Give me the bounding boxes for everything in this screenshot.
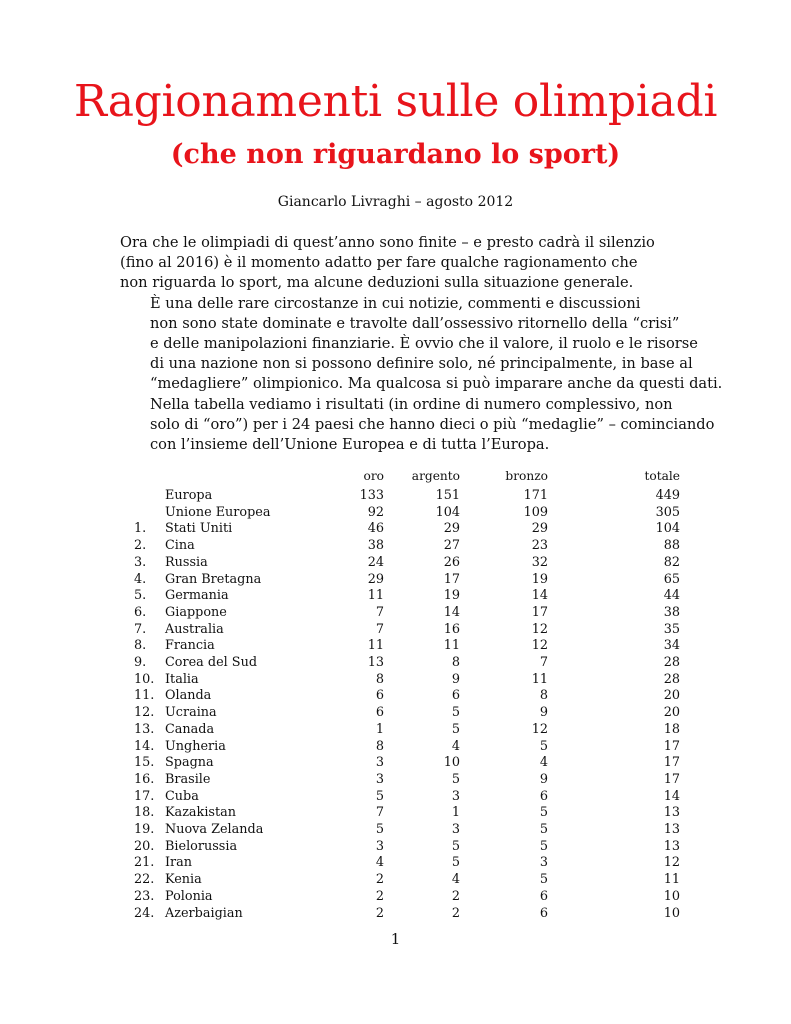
text-line: È una delle rare circostanze in cui notizie, commenti e discussioni [150,294,641,312]
rank-cell: 3. [134,554,147,570]
totale-cell: 12 [663,855,680,871]
country-cell: Nuova Zelanda [165,822,264,838]
text-line: di una nazione non si possono definire solo, né principalmente, in base al [150,355,693,373]
bronzo-cell: 17 [531,604,548,620]
totale-cell: 449 [655,488,680,503]
oro-cell: 5 [375,822,384,838]
rank-cell: 19. [134,822,155,838]
country-cell: Bielorussia [165,838,238,854]
totale-cell: 14 [663,788,680,804]
country-cell: Russia [165,554,208,570]
argento-cell: 19 [443,588,460,604]
totale-cell: 305 [655,504,680,520]
argento-cell: 17 [443,571,460,587]
rank-cell: 21. [134,855,155,871]
argento-cell: 151 [435,488,460,503]
table-row [134,889,680,906]
country-cell: Germania [165,588,229,604]
bronzo-cell: 6 [539,888,548,904]
oro-cell: 2 [375,888,384,904]
totale-cell: 17 [663,755,680,771]
bronzo-cell: 12 [531,621,548,637]
table-row [134,906,680,923]
oro-cell: 29 [367,571,384,587]
totale-cell: 28 [663,671,680,687]
bronzo-cell: 5 [539,805,548,821]
oro-cell: 3 [375,771,384,787]
table-row [134,588,680,605]
totale-cell: 18 [663,721,680,737]
country-cell: Gran Bretagna [165,571,262,587]
rank-cell: 15. [134,755,155,771]
oro-cell: 7 [375,604,384,620]
totale-cell: 44 [663,588,680,604]
text-line: con l’insieme dell’Unione Europea e di tutta l’Europa. [150,436,550,454]
text-line: Nella tabella vediamo i risultati (in ordine di numero complessivo, non [150,395,673,413]
totale-cell: 11 [663,872,680,888]
country-cell: Ucraina [165,705,217,721]
table-row [134,805,680,822]
argento-cell: 26 [443,554,460,570]
bronzo-cell: 9 [539,771,548,787]
paragraph [120,395,715,456]
aggregate-row [134,488,680,505]
argento-cell: 2 [451,888,460,904]
argento-cell: 27 [443,538,460,554]
table-row [134,789,680,806]
country-cell: Cina [165,538,195,554]
table-row [134,772,680,789]
text-line: e delle manipolazioni finanziarie. È ovvio che il valore, il ruolo e le risorse [150,335,698,353]
page-number: 1 [390,930,401,948]
argento-cell: 8 [451,655,460,671]
bronzo-cell: 3 [539,855,548,871]
table-header-row [134,466,680,488]
bronzo-cell: 14 [531,588,548,604]
bronzo-cell: 19 [531,571,548,587]
rank-cell: 24. [134,905,155,921]
oro-cell: 3 [375,838,384,854]
rank-cell: 23. [134,888,155,904]
text-line: solo di “oro”) per i 24 paesi che hanno dieci o più “medaglie” – cominciando [150,415,715,433]
oro-cell: 24 [367,554,384,570]
rank-cell: 1. [134,521,147,537]
rank-cell [134,505,165,522]
text-line: non riguarda lo sport, ma alcune deduzioni sulla situazione generale. [120,274,634,292]
table-row [134,655,680,672]
text-line: Ora che le olimpiadi di quest’anno sono finite – e presto cadrà il silenzio [120,234,655,251]
medal-table [134,466,680,922]
country-cell: Ungheria [165,738,226,754]
bronzo-cell: 5 [539,838,548,854]
bronzo-cell: 7 [539,655,548,671]
bronzo-cell: 5 [539,822,548,838]
oro-cell: 6 [375,688,384,704]
bronzo-cell: 109 [523,504,548,520]
argento-cell: 5 [451,838,460,854]
rank-cell: 12. [134,705,155,721]
rank-cell: 11. [134,688,155,704]
oro-cell: 7 [375,805,384,821]
country-cell: Cuba [165,788,199,804]
country-cell: Corea del Sud [165,655,258,671]
argento-cell: 5 [451,705,460,721]
table-row [134,622,680,639]
table-row [134,521,680,538]
table-row [134,538,680,555]
totale-cell: 13 [663,822,680,838]
oro-cell: 46 [367,521,384,537]
country-cell: Stati Uniti [165,521,233,537]
totale-cell: 17 [663,738,680,754]
totale-cell: 38 [663,604,680,620]
rank-cell: 9. [134,655,147,671]
oro-cell: 8 [375,671,384,687]
table-row [134,572,680,589]
argento-cell: 5 [451,855,460,871]
totale-cell: 13 [663,838,680,854]
header-oro: oro [363,469,384,483]
rank-cell: 16. [134,771,155,787]
argento-cell: 29 [443,521,460,537]
country-cell: Kazakistan [165,805,236,821]
document-title: Ragionamenti sulle olimpiadi [73,76,718,127]
totale-cell: 20 [663,705,680,721]
table-row [134,605,680,622]
argento-cell: 9 [451,671,460,687]
oro-cell: 92 [367,504,384,520]
header-country [165,466,299,488]
paragraph [120,294,723,395]
table-row [134,705,680,722]
oro-cell: 6 [375,705,384,721]
bronzo-cell: 171 [523,488,548,503]
argento-cell: 6 [451,688,460,704]
country-cell: Canada [165,721,215,737]
bronzo-cell: 5 [539,872,548,888]
oro-cell: 13 [367,655,384,671]
header-argento: argento [411,469,460,483]
rank-cell: 18. [134,805,155,821]
country-cell: Italia [165,671,199,687]
rank-cell: 22. [134,872,155,888]
totale-cell: 10 [663,905,680,921]
argento-cell: 11 [443,638,460,654]
rank-cell: 2. [134,538,147,554]
argento-cell: 16 [443,621,460,637]
bronzo-cell: 11 [531,671,548,687]
oro-cell: 133 [359,488,384,503]
bronzo-cell: 5 [539,738,548,754]
country-cell: Australia [165,621,224,637]
table-row [134,872,680,889]
oro-cell: 2 [375,905,384,921]
aggregate-row [134,505,680,522]
oro-cell: 1 [375,721,384,737]
text-line: “medagliere” olimpionico. Ma qualcosa si può imparare anche da questi dati. [150,375,723,393]
table-row [134,839,680,856]
country-cell: Olanda [165,688,212,704]
argento-cell: 3 [451,822,460,838]
totale-cell: 65 [663,571,680,587]
table-row [134,722,680,739]
bronzo-cell: 4 [539,755,548,771]
country-cell: Unione Europea [165,504,271,520]
bronzo-cell: 29 [531,521,548,537]
country-cell: Iran [165,855,193,871]
table-row [134,739,680,756]
argento-cell: 2 [451,905,460,921]
country-cell: Francia [165,638,215,654]
bronzo-cell: 12 [531,638,548,654]
header-totale: totale [644,469,680,483]
country-cell: Azerbaigian [165,905,243,921]
header-rank [134,466,165,488]
table-row [134,755,680,772]
text-line: (fino al 2016) è il momento adatto per fare qualche ragionamento che [120,254,638,272]
bronzo-cell: 12 [531,721,548,737]
bronzo-cell: 6 [539,788,548,804]
argento-cell: 5 [451,771,460,787]
body-text [120,233,723,455]
table-row [134,672,680,689]
oro-cell: 8 [375,738,384,754]
document-subtitle: (che non riguardano lo sport) [170,139,621,170]
argento-cell: 5 [451,721,460,737]
table-row [134,822,680,839]
table-row [134,688,680,705]
author-line: Giancarlo Livraghi – agosto 2012 [277,194,514,210]
oro-cell: 11 [367,588,384,604]
argento-cell: 1 [451,805,460,821]
country-cell: Brasile [165,771,211,787]
bronzo-cell: 23 [531,538,548,554]
oro-cell: 38 [367,538,384,554]
rank-cell: 17. [134,788,155,804]
rank-cell: 13. [134,721,155,737]
oro-cell: 11 [367,638,384,654]
totale-cell: 10 [663,888,680,904]
argento-cell: 10 [443,755,460,771]
totale-cell: 104 [655,521,680,537]
table-row [134,855,680,872]
country-cell: Giappone [165,604,227,620]
bronzo-cell: 32 [531,554,548,570]
table-row [134,555,680,572]
argento-cell: 4 [451,872,460,888]
rank-cell: 20. [134,838,155,854]
bronzo-cell: 9 [539,705,548,721]
rank-cell: 5. [134,588,147,604]
header-bronzo: bronzo [505,469,548,483]
totale-cell: 20 [663,688,680,704]
rank-cell: 14. [134,738,155,754]
rank-cell [134,488,165,505]
argento-cell: 3 [451,788,460,804]
oro-cell: 2 [375,872,384,888]
oro-cell: 5 [375,788,384,804]
rank-cell: 4. [134,571,147,587]
rank-cell: 6. [134,604,147,620]
rank-cell: 8. [134,638,147,654]
country-cell: Spagna [165,755,214,771]
oro-cell: 7 [375,621,384,637]
totale-cell: 28 [663,655,680,671]
table-row [134,638,680,655]
totale-cell: 88 [663,538,680,554]
argento-cell: 14 [443,604,460,620]
bronzo-cell: 8 [539,688,548,704]
oro-cell: 3 [375,755,384,771]
country-cell: Europa [165,488,213,503]
paragraph [120,233,660,294]
argento-cell: 104 [435,504,460,520]
oro-cell: 4 [375,855,384,871]
totale-cell: 17 [663,771,680,787]
rank-cell: 7. [134,621,147,637]
rank-cell: 10. [134,671,155,687]
text-line: non sono state dominate e travolte dall’ossessivo ritornello della “crisi” [150,314,680,332]
totale-cell: 82 [663,554,680,570]
medal-table-body [134,488,680,922]
totale-cell: 13 [663,805,680,821]
argento-cell: 4 [451,738,460,754]
totale-cell: 35 [663,621,680,637]
bronzo-cell: 6 [539,905,548,921]
totale-cell: 34 [663,638,680,654]
country-cell: Polonia [165,888,213,904]
country-cell: Kenia [165,872,202,888]
